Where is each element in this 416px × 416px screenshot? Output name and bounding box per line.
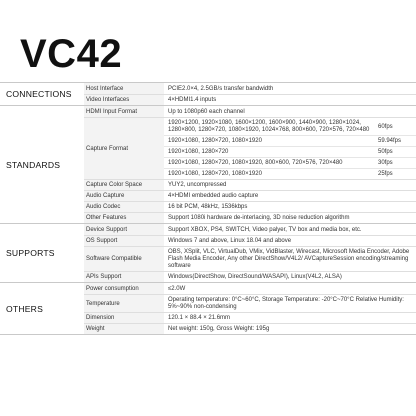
spec-key: Dimension — [84, 313, 164, 323]
capture-format-group — [164, 118, 416, 179]
format-line — [164, 146, 416, 157]
section-supports — [0, 223, 416, 282]
spec-key: Weight — [84, 324, 164, 334]
spec-row — [84, 212, 416, 223]
spec-key: Audio Capture — [84, 191, 164, 201]
format-fps: 50fps — [378, 149, 393, 155]
spec-key: Capture Color Space — [84, 180, 164, 190]
spec-key: Video Interfaces — [84, 95, 164, 105]
spec-row — [84, 283, 416, 294]
spec-row — [84, 201, 416, 212]
section-label: SUPPORTS — [6, 248, 55, 258]
spec-key: Software Compatible — [84, 247, 164, 271]
format-line — [164, 157, 416, 168]
spec-row — [84, 224, 416, 235]
spec-value: Windows(DirectShow, DirectSound/WASAPI), Linux(V4L2, ALSA) — [168, 274, 342, 280]
spec-row — [84, 246, 416, 271]
section-rows — [84, 106, 416, 223]
spec-row — [84, 94, 416, 105]
spec-key: APIs Support — [84, 272, 164, 282]
section-others — [0, 282, 416, 335]
spec-row — [84, 235, 416, 246]
spec-value: Operating temperature: 0°C~60°C, Storage Temperature: -20°C~70°C Relative Humidity: 5%~90% non-condensing — [168, 297, 404, 310]
spec-key: Capture Format — [84, 118, 164, 179]
spec-table — [0, 82, 416, 335]
spec-row — [84, 323, 416, 334]
section-label: STANDARDS — [6, 159, 61, 170]
section-label: CONNECTIONS — [6, 89, 72, 99]
spec-key: HDMI Input Format — [84, 106, 164, 117]
spec-value: Support XBOX, PS4, SWITCH, Video palyer, TV box and media box, etc. — [168, 226, 362, 233]
spec-value: Support 1080i hardware de-interlacing, 3D noise reduction algorithm — [168, 215, 350, 221]
spec-value: 120.1 × 88.4 × 21.6mm — [168, 315, 231, 321]
spec-value: 16 bit PCM, 48kHz, 1536kbps — [168, 204, 248, 210]
format-fps: 30fps — [378, 160, 393, 166]
section-label: OTHERS — [6, 303, 44, 314]
section-standards — [0, 105, 416, 223]
spec-row — [84, 271, 416, 282]
spec-value: YUY2, uncompressed — [168, 182, 227, 188]
product-title: VC42 — [20, 32, 123, 76]
spec-value: Windows 7 and above, Linux 18.04 and above — [168, 238, 292, 244]
section-rows — [84, 83, 416, 105]
spec-key: OS Support — [84, 236, 164, 246]
spec-row — [84, 294, 416, 312]
spec-row — [84, 190, 416, 201]
spec-row — [84, 312, 416, 323]
format-fps: 59.94fps — [378, 138, 402, 144]
format-resolutions: 1920×1080, 1280×720 — [168, 149, 229, 155]
format-resolutions: 1920×1080, 1280×720, 1080×1920, 800×600, 720×576, 720×480 — [168, 160, 343, 166]
spec-key: Audio Codec — [84, 202, 164, 212]
format-fps: 25fps — [378, 171, 393, 177]
spec-value: Up to 1080p60 each channel — [168, 108, 245, 115]
format-line — [164, 135, 416, 146]
spec-key: Host Interface — [84, 83, 164, 94]
format-line — [164, 168, 416, 179]
format-resolutions: 1920×1080, 1280×720, 1080×1920 — [168, 138, 262, 144]
spec-value: 4×HDMI1.4 inputs — [168, 97, 217, 103]
spec-value: ≤2.0W — [168, 285, 186, 292]
format-resolutions: 1920×1080, 1280×720, 1080×1920 — [168, 171, 262, 177]
format-resolutions: 1920×1200, 1920×1080, 1600×1200, 1600×900, 1440×900, 1280×1024, 1280×800, 1280×720, 1080×1920, 1024×768, 800×600, 720×576, 720×480 — [168, 120, 370, 133]
spec-row — [84, 106, 416, 117]
section-rows — [84, 224, 416, 282]
spec-key: Power consumption — [84, 283, 164, 294]
spec-row — [84, 83, 416, 94]
section-rows — [84, 283, 416, 334]
spec-value: Net weight: 150g, Gross Weight: 195g — [168, 326, 270, 332]
format-fps: 60fps — [378, 123, 393, 130]
format-line — [164, 118, 416, 135]
capture-format-row — [84, 117, 416, 179]
spec-key: Device Support — [84, 224, 164, 235]
spec-value: OBS, XSplit, VLC, VirtualDub, VMix, VidBlaster, Wirecast, Microsoft Media Encoder, Adobe Flash Media Encoder, Any other DirectShow/V4L2/ AVCaptureSession encoding/streaming software — [168, 249, 410, 269]
spec-row — [84, 179, 416, 190]
section-connections — [0, 82, 416, 105]
spec-key: Temperature — [84, 295, 164, 312]
spec-key: Other Features — [84, 213, 164, 223]
spec-value: PCIE2.0×4, 2.5GB/s transfer bandwidth — [168, 85, 274, 92]
spec-value: 4×HDMI embedded audio capture — [168, 193, 259, 199]
